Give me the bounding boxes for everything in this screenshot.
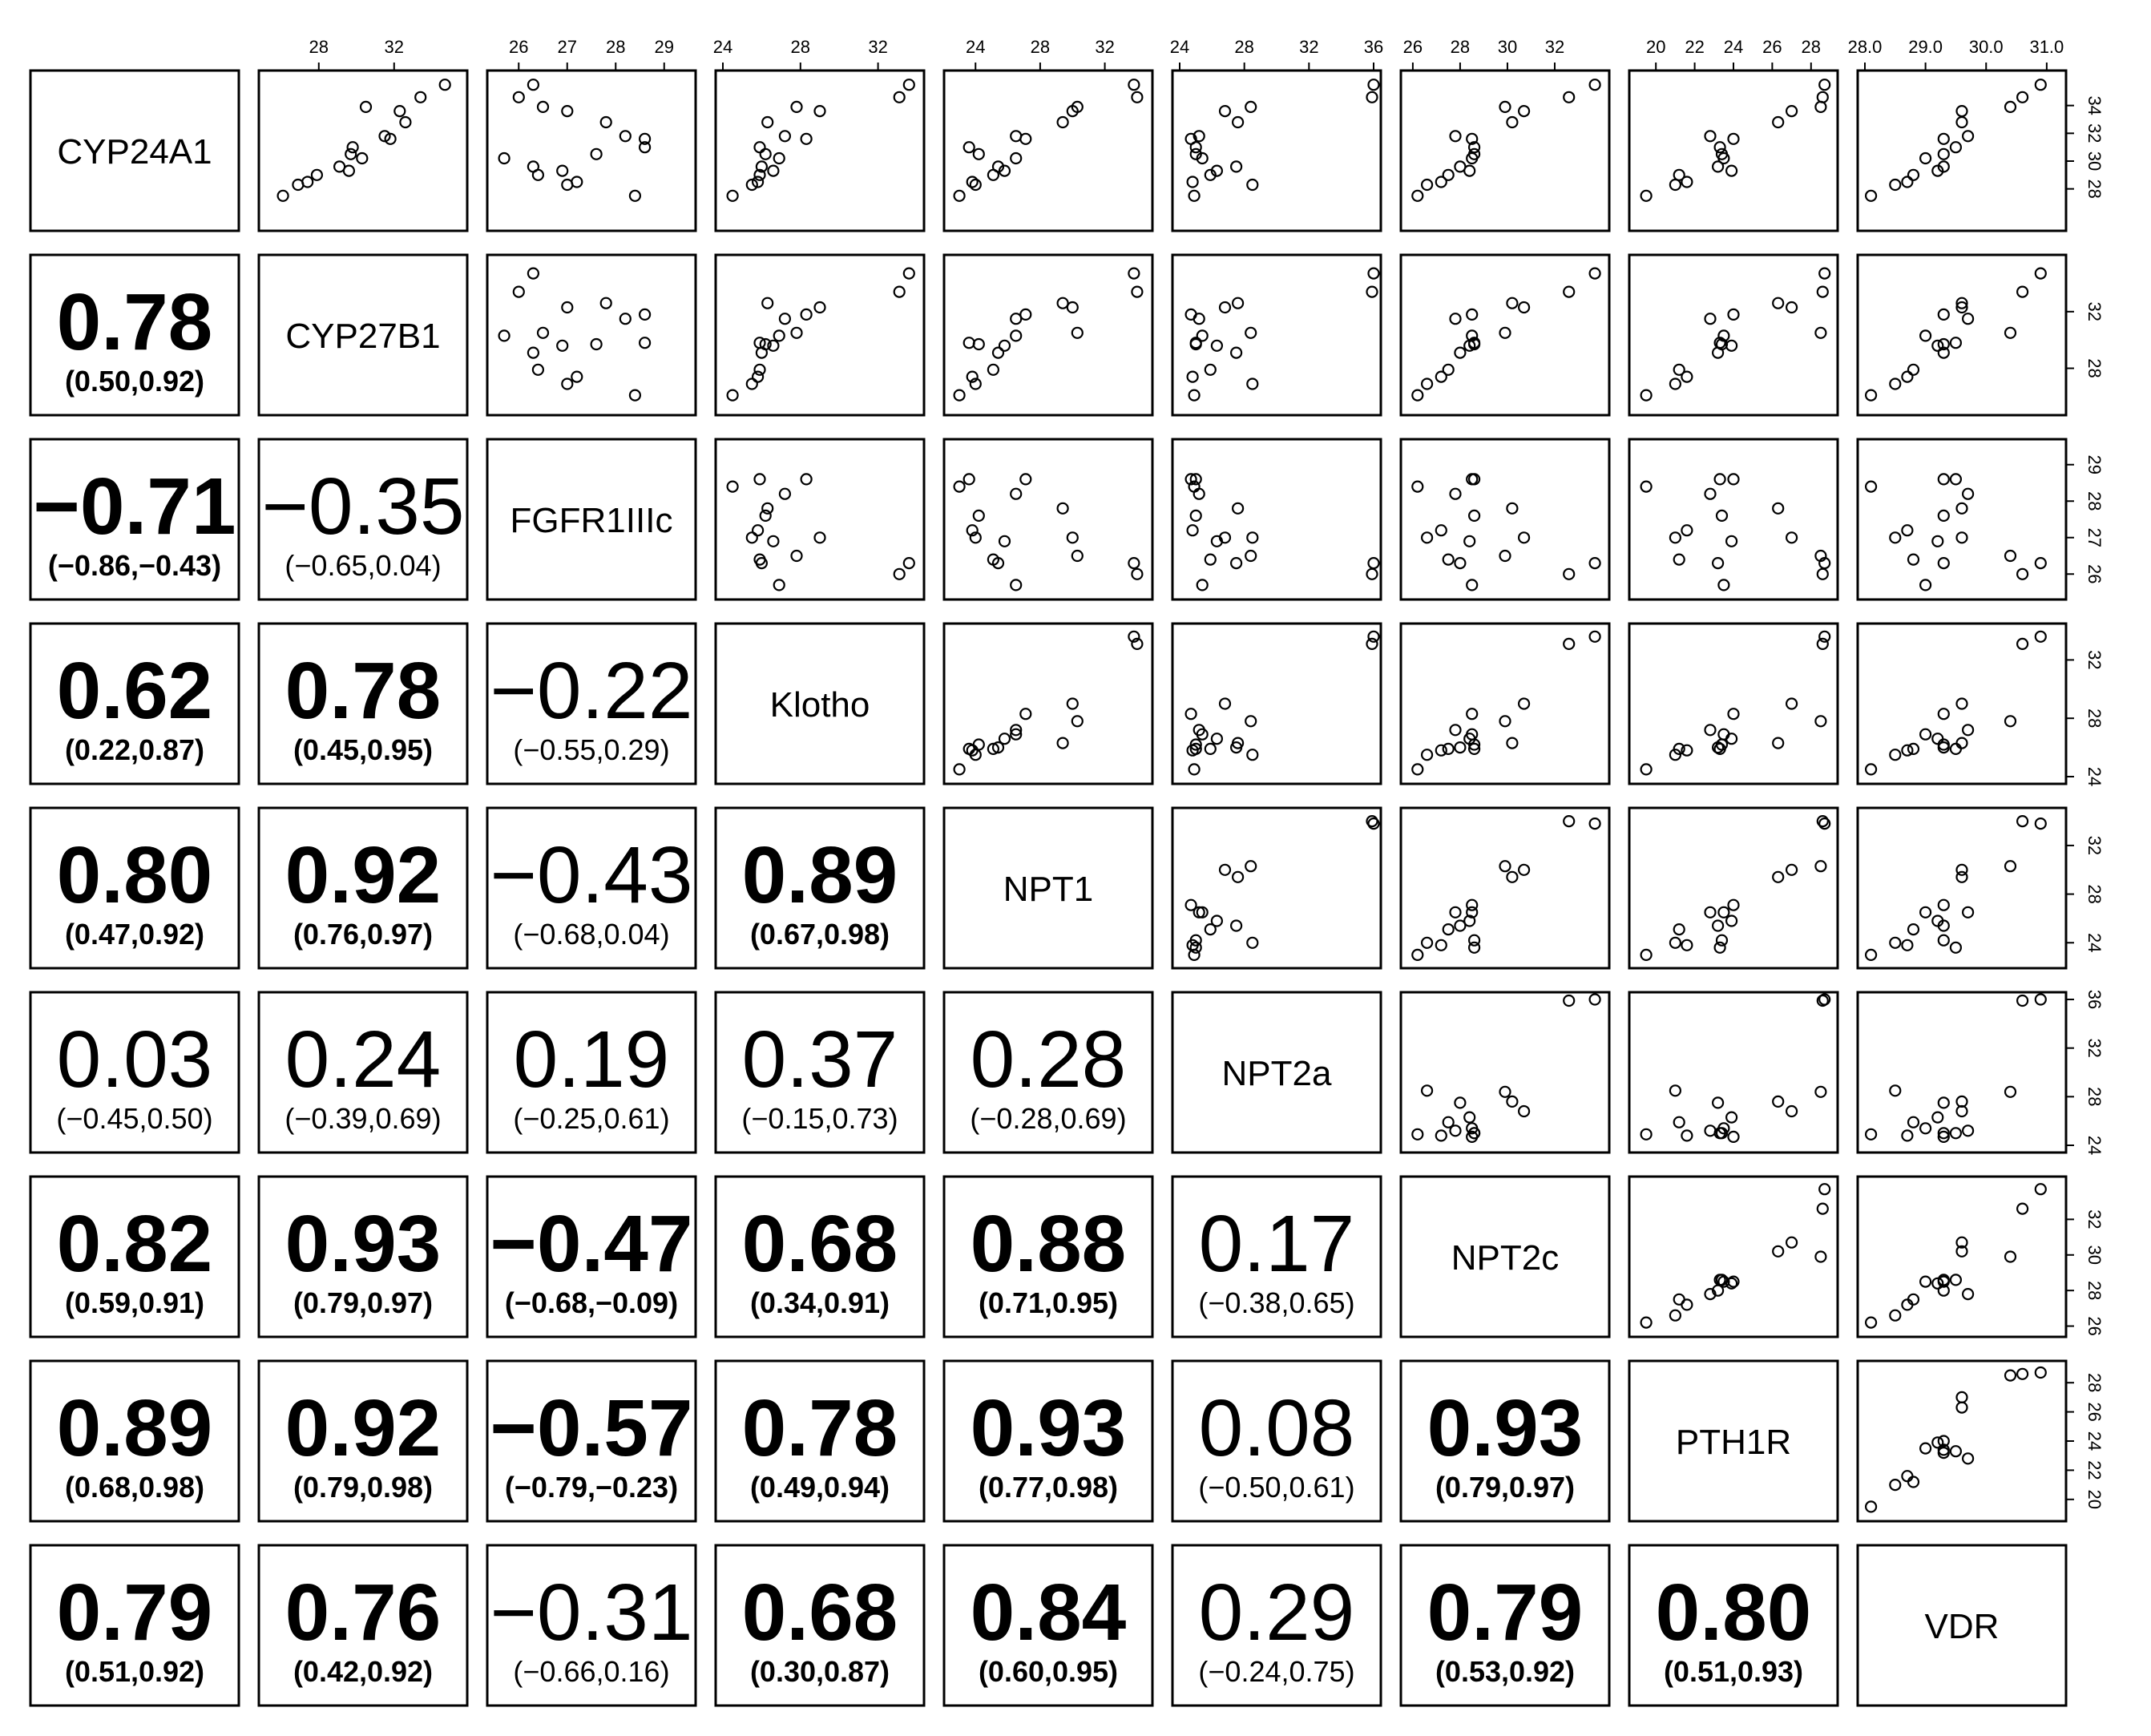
panel-frame	[1172, 255, 1381, 415]
confidence-interval: (−0.66,0.16)	[513, 1655, 670, 1688]
panel-npt2c-cyp24a1	[30, 1177, 239, 1337]
tick-label: 32	[384, 37, 405, 57]
panel-npt1-npt2a	[1172, 808, 1381, 968]
panel-npt2a-cyp24a1	[30, 992, 239, 1153]
confidence-interval: (0.34,0.91)	[749, 1286, 890, 1319]
tick-label: 29	[654, 37, 674, 57]
correlation-value: 0.89	[56, 1383, 213, 1473]
panel-npt2a-pth1r	[1629, 992, 1838, 1153]
tick-label: 36	[2084, 989, 2105, 1010]
tick-label: 32	[2084, 650, 2105, 670]
confidence-interval: (−0.39,0.69)	[285, 1102, 442, 1135]
panel-npt2a-npt2a	[1172, 992, 1381, 1153]
panel-frame	[1858, 439, 2066, 600]
panel-frame	[1401, 439, 1609, 600]
panel-npt2a-cyp27b1	[259, 992, 467, 1153]
tick-label: 28	[2084, 491, 2105, 511]
panel-vdr-fgfr1iiic	[487, 1545, 696, 1706]
panel-fgfr1iiic-cyp24a1	[30, 439, 239, 600]
panel-pth1r-fgfr1iiic	[487, 1361, 696, 1521]
tick-label: 30.0	[1968, 37, 2004, 57]
tick-label: 32	[2084, 1038, 2105, 1058]
panel-cyp27b1-npt1	[944, 255, 1152, 415]
panel-klotho-pth1r	[1629, 624, 1838, 784]
panel-npt2c-pth1r	[1629, 1177, 1838, 1337]
panel-fgfr1iiic-vdr	[1858, 439, 2066, 600]
tick-label: 32	[2084, 301, 2105, 322]
panel-klotho-npt1	[944, 624, 1152, 784]
panel-npt1-pth1r	[1629, 808, 1838, 968]
correlation-value: 0.68	[741, 1199, 898, 1289]
panel-npt2a-npt2c	[1401, 992, 1609, 1153]
confidence-interval: (−0.68,−0.09)	[504, 1286, 679, 1319]
correlation-value: 0.17	[1198, 1199, 1355, 1289]
correlation-value: 0.89	[741, 830, 898, 920]
tick-label: 28	[790, 37, 811, 57]
panel-npt2c-npt2c	[1401, 1177, 1609, 1337]
confidence-interval: (−0.25,0.61)	[513, 1102, 670, 1135]
correlation-value: 0.29	[1198, 1568, 1355, 1657]
confidence-interval: (0.59,0.91)	[64, 1286, 205, 1319]
tick-label: 28	[2084, 1372, 2105, 1393]
confidence-interval: (0.67,0.98)	[749, 918, 890, 951]
panel-cyp27b1-npt2a	[1172, 255, 1381, 415]
tick-label: 24	[2084, 933, 2105, 953]
tick-label: 29	[2084, 454, 2105, 475]
panel-klotho-npt2c	[1401, 624, 1609, 784]
panel-frame	[1858, 1361, 2066, 1521]
confidence-interval: (0.53,0.92)	[1435, 1655, 1576, 1688]
panel-vdr-klotho	[716, 1545, 924, 1706]
variable-label: NPT1	[1003, 870, 1094, 909]
correlation-value: 0.84	[970, 1568, 1127, 1657]
variable-label: CYP27B1	[285, 317, 441, 356]
panel-fgfr1iiic-npt2c	[1401, 439, 1609, 600]
tick-label: 24	[1723, 37, 1744, 57]
confidence-interval: (0.60,0.95)	[978, 1655, 1119, 1688]
confidence-interval: (−0.28,0.69)	[970, 1102, 1127, 1135]
panel-npt2a-npt1	[944, 992, 1152, 1153]
panel-klotho-cyp27b1	[259, 624, 467, 784]
variable-label: VDR	[1924, 1607, 2000, 1646]
panel-frame	[1629, 255, 1838, 415]
panel-frame	[1172, 808, 1381, 968]
tick-label: 26	[2084, 1402, 2105, 1422]
panel-frame	[1172, 624, 1381, 784]
panel-cyp27b1-pth1r	[1629, 255, 1838, 415]
panel-npt1-vdr	[1858, 808, 2066, 968]
correlation-value: 0.93	[970, 1383, 1127, 1473]
panel-cyp24a1-fgfr1iiic	[487, 71, 696, 231]
panel-frame	[1858, 255, 2066, 415]
panel-cyp27b1-fgfr1iiic	[487, 255, 696, 415]
panel-npt1-fgfr1iiic	[487, 808, 696, 968]
correlation-value: 0.78	[285, 646, 442, 736]
confidence-interval: (0.22,0.87)	[64, 733, 205, 766]
panel-frame	[1629, 71, 1838, 231]
correlation-value: 0.93	[285, 1199, 442, 1289]
tick-label: 22	[2084, 1460, 2105, 1480]
confidence-interval: (−0.65,0.04)	[285, 549, 442, 582]
tick-label: 28	[2084, 708, 2105, 729]
variable-label: PTH1R	[1675, 1423, 1792, 1462]
confidence-interval: (0.71,0.95)	[978, 1286, 1119, 1319]
confidence-interval: (−0.24,0.75)	[1198, 1655, 1355, 1688]
correlation-value: −0.31	[490, 1568, 693, 1657]
tick-label: 27	[2084, 527, 2105, 548]
tick-label: 24	[2084, 1431, 2105, 1451]
correlation-value: 0.79	[1427, 1568, 1584, 1657]
tick-label: 31.0	[2029, 37, 2064, 57]
tick-label: 28.0	[1847, 37, 1883, 57]
panel-pth1r-cyp24a1	[30, 1361, 239, 1521]
panel-fgfr1iiic-klotho	[716, 439, 924, 600]
tick-label: 24	[2084, 1135, 2105, 1156]
panel-npt2a-klotho	[716, 992, 924, 1153]
correlation-value: −0.35	[261, 462, 465, 551]
panel-frame	[259, 71, 467, 231]
panel-fgfr1iiic-npt1	[944, 439, 1152, 600]
confidence-interval: (−0.79,−0.23)	[504, 1471, 679, 1504]
panel-fgfr1iiic-fgfr1iiic	[487, 439, 696, 600]
correlation-value: 0.79	[56, 1568, 213, 1657]
panel-frame	[1401, 71, 1609, 231]
panel-frame	[944, 255, 1152, 415]
variable-label: CYP24A1	[57, 132, 212, 172]
panel-frame	[1629, 992, 1838, 1153]
panel-frame	[1629, 808, 1838, 968]
panel-cyp24a1-klotho	[716, 71, 924, 231]
tick-label: 24	[966, 37, 986, 57]
correlation-value: 0.92	[285, 1383, 442, 1473]
correlation-value: 0.28	[970, 1015, 1127, 1104]
panel-cyp27b1-vdr	[1858, 255, 2066, 415]
panel-vdr-pth1r	[1629, 1545, 1838, 1706]
tick-label: 32	[1095, 37, 1115, 57]
correlation-value: 0.88	[970, 1199, 1127, 1289]
panel-npt2c-klotho	[716, 1177, 924, 1337]
panel-vdr-npt1	[944, 1545, 1152, 1706]
correlation-value: −0.43	[490, 830, 693, 920]
panel-npt1-cyp24a1	[30, 808, 239, 968]
tick-label: 20	[2084, 1489, 2105, 1510]
tick-label: 28	[2084, 179, 2105, 199]
confidence-interval: (0.79,0.98)	[293, 1471, 434, 1504]
panel-vdr-cyp24a1	[30, 1545, 239, 1706]
correlation-value: 0.76	[285, 1568, 442, 1657]
panel-klotho-vdr	[1858, 624, 2066, 784]
panel-cyp27b1-npt2c	[1401, 255, 1609, 415]
panel-pth1r-npt2c	[1401, 1361, 1609, 1521]
panel-npt2c-cyp27b1	[259, 1177, 467, 1337]
tick-label: 32	[2084, 835, 2105, 856]
correlation-value: 0.24	[285, 1015, 442, 1104]
panel-vdr-cyp27b1	[259, 1545, 467, 1706]
panel-npt1-klotho	[716, 808, 924, 968]
panel-cyp24a1-npt1	[944, 71, 1152, 231]
correlation-value: 0.93	[1427, 1383, 1584, 1473]
tick-label: 24	[1169, 37, 1190, 57]
panel-pth1r-npt1	[944, 1361, 1152, 1521]
panel-klotho-klotho	[716, 624, 924, 784]
variable-label: Klotho	[769, 685, 870, 725]
tick-label: 28	[1450, 37, 1471, 57]
panel-pth1r-vdr	[1858, 1361, 2066, 1521]
panel-frame	[1401, 255, 1609, 415]
panel-npt2c-npt1	[944, 1177, 1152, 1337]
panel-frame	[1172, 71, 1381, 231]
panel-klotho-fgfr1iiic	[487, 624, 696, 784]
correlation-value: −0.47	[490, 1199, 693, 1289]
tick-label: 29.0	[1908, 37, 1943, 57]
panel-cyp24a1-npt2a	[1172, 71, 1381, 231]
panel-npt2c-fgfr1iiic	[487, 1177, 696, 1337]
correlation-value: 0.78	[56, 277, 213, 367]
correlation-value: −0.71	[33, 462, 236, 551]
panel-fgfr1iiic-cyp27b1	[259, 439, 467, 600]
confidence-interval: (0.79,0.97)	[1435, 1471, 1576, 1504]
panel-npt1-npt2c	[1401, 808, 1609, 968]
panel-vdr-npt2a	[1172, 1545, 1381, 1706]
tick-label: 28	[2084, 884, 2105, 904]
panel-klotho-cyp24a1	[30, 624, 239, 784]
panel-fgfr1iiic-npt2a	[1172, 439, 1381, 600]
tick-label: 32	[1544, 37, 1565, 57]
tick-label: 26	[2084, 1316, 2105, 1336]
correlation-value: 0.78	[741, 1383, 898, 1473]
panel-frame	[716, 439, 924, 600]
confidence-interval: (0.76,0.97)	[293, 918, 434, 951]
panel-vdr-vdr	[1858, 1545, 2066, 1706]
correlation-value: −0.22	[490, 646, 693, 736]
panel-frame	[716, 71, 924, 231]
tick-label: 28	[1234, 37, 1254, 57]
tick-label: 30	[2084, 151, 2105, 172]
tick-label: 27	[557, 37, 577, 57]
confidence-interval: (0.30,0.87)	[749, 1655, 890, 1688]
confidence-interval: (0.51,0.92)	[64, 1655, 205, 1688]
panel-frame	[1401, 624, 1609, 784]
tick-label: 30	[1497, 37, 1518, 57]
panel-pth1r-klotho	[716, 1361, 924, 1521]
correlation-value: 0.92	[285, 830, 442, 920]
correlation-value: 0.80	[56, 830, 213, 920]
tick-label: 30	[2084, 1245, 2105, 1266]
tick-label: 32	[2084, 1209, 2105, 1229]
correlation-value: 0.08	[1198, 1383, 1355, 1473]
panel-pth1r-pth1r	[1629, 1361, 1838, 1521]
panel-frame	[1172, 439, 1381, 600]
tick-label: 34	[2084, 95, 2105, 115]
tick-label: 26	[1402, 37, 1423, 57]
correlation-value: −0.57	[490, 1383, 693, 1473]
panel-vdr-npt2c	[1401, 1545, 1609, 1706]
tick-label: 28	[2084, 1087, 2105, 1107]
variable-label: FGFR1IIIc	[510, 501, 673, 540]
panel-frame	[1858, 992, 2066, 1153]
confidence-interval: (0.50,0.92)	[64, 365, 205, 398]
correlation-value: 0.68	[741, 1568, 898, 1657]
panel-frame	[1629, 1177, 1838, 1337]
tick-label: 24	[2084, 766, 2105, 787]
panel-fgfr1iiic-pth1r	[1629, 439, 1838, 600]
panel-cyp24a1-npt2c	[1401, 71, 1609, 231]
panel-npt2a-fgfr1iiic	[487, 992, 696, 1153]
panel-cyp27b1-klotho	[716, 255, 924, 415]
confidence-interval: (0.68,0.98)	[64, 1471, 205, 1504]
panel-cyp27b1-cyp24a1	[30, 255, 239, 415]
panel-frame	[1629, 439, 1838, 600]
tick-label: 28	[2084, 1280, 2105, 1301]
panel-frame	[716, 255, 924, 415]
correlation-value: 0.62	[56, 646, 213, 736]
tick-label: 26	[2084, 564, 2105, 584]
panel-frame	[1401, 992, 1609, 1153]
panel-pth1r-npt2a	[1172, 1361, 1381, 1521]
confidence-interval: (−0.86,−0.43)	[47, 549, 222, 582]
tick-label: 28	[309, 37, 329, 57]
confidence-interval: (0.79,0.97)	[293, 1286, 434, 1319]
panel-frame	[1858, 624, 2066, 784]
tick-label: 26	[509, 37, 529, 57]
panel-npt1-cyp27b1	[259, 808, 467, 968]
tick-label: 32	[2084, 123, 2105, 143]
panel-frame	[1858, 808, 2066, 968]
confidence-interval: (0.51,0.93)	[1663, 1655, 1804, 1688]
panel-npt2c-npt2a	[1172, 1177, 1381, 1337]
confidence-interval: (0.77,0.98)	[978, 1471, 1119, 1504]
panel-klotho-npt2a	[1172, 624, 1381, 784]
tick-label: 36	[1363, 37, 1384, 57]
panel-frame	[487, 255, 696, 415]
panel-cyp24a1-cyp27b1	[259, 71, 467, 231]
panel-cyp27b1-cyp27b1	[259, 255, 467, 415]
panels-layer	[30, 71, 2066, 1706]
correlation-value: 0.03	[56, 1015, 213, 1104]
confidence-interval: (0.47,0.92)	[64, 918, 205, 951]
correlation-value: 0.37	[741, 1015, 898, 1104]
panel-pth1r-cyp27b1	[259, 1361, 467, 1521]
panel-frame	[1858, 71, 2066, 231]
confidence-interval: (−0.50,0.61)	[1198, 1471, 1355, 1504]
panel-frame	[1629, 624, 1838, 784]
tick-label: 28	[1801, 37, 1822, 57]
confidence-interval: (0.45,0.95)	[293, 733, 434, 766]
tick-label: 22	[1685, 37, 1705, 57]
variable-label: NPT2c	[1451, 1238, 1560, 1278]
tick-label: 28	[1030, 37, 1051, 57]
confidence-interval: (−0.38,0.65)	[1198, 1286, 1355, 1319]
tick-label: 28	[2084, 358, 2105, 378]
correlation-value: 0.19	[513, 1015, 670, 1104]
tick-label: 20	[1645, 37, 1666, 57]
tick-label: 32	[1299, 37, 1319, 57]
confidence-interval: (−0.45,0.50)	[56, 1102, 213, 1135]
correlation-value: 0.82	[56, 1199, 213, 1289]
panel-cyp24a1-cyp24a1	[30, 71, 239, 231]
confidence-interval: (−0.55,0.29)	[513, 733, 670, 766]
correlation-value: 0.80	[1655, 1568, 1812, 1657]
confidence-interval: (0.49,0.94)	[749, 1471, 890, 1504]
confidence-interval: (−0.15,0.73)	[741, 1102, 898, 1135]
panel-npt1-npt1	[944, 808, 1152, 968]
tick-label: 24	[712, 37, 733, 57]
panel-cyp24a1-vdr	[1858, 71, 2066, 231]
variable-label: NPT2a	[1221, 1054, 1332, 1093]
confidence-interval: (0.42,0.92)	[293, 1655, 434, 1688]
tick-label: 32	[868, 37, 888, 57]
panel-cyp24a1-pth1r	[1629, 71, 1838, 231]
confidence-interval: (−0.68,0.04)	[513, 918, 670, 951]
tick-label: 26	[1762, 37, 1782, 57]
panel-npt2a-vdr	[1858, 992, 2066, 1153]
panel-npt2c-vdr	[1858, 1177, 2066, 1337]
tick-label: 28	[606, 37, 626, 57]
